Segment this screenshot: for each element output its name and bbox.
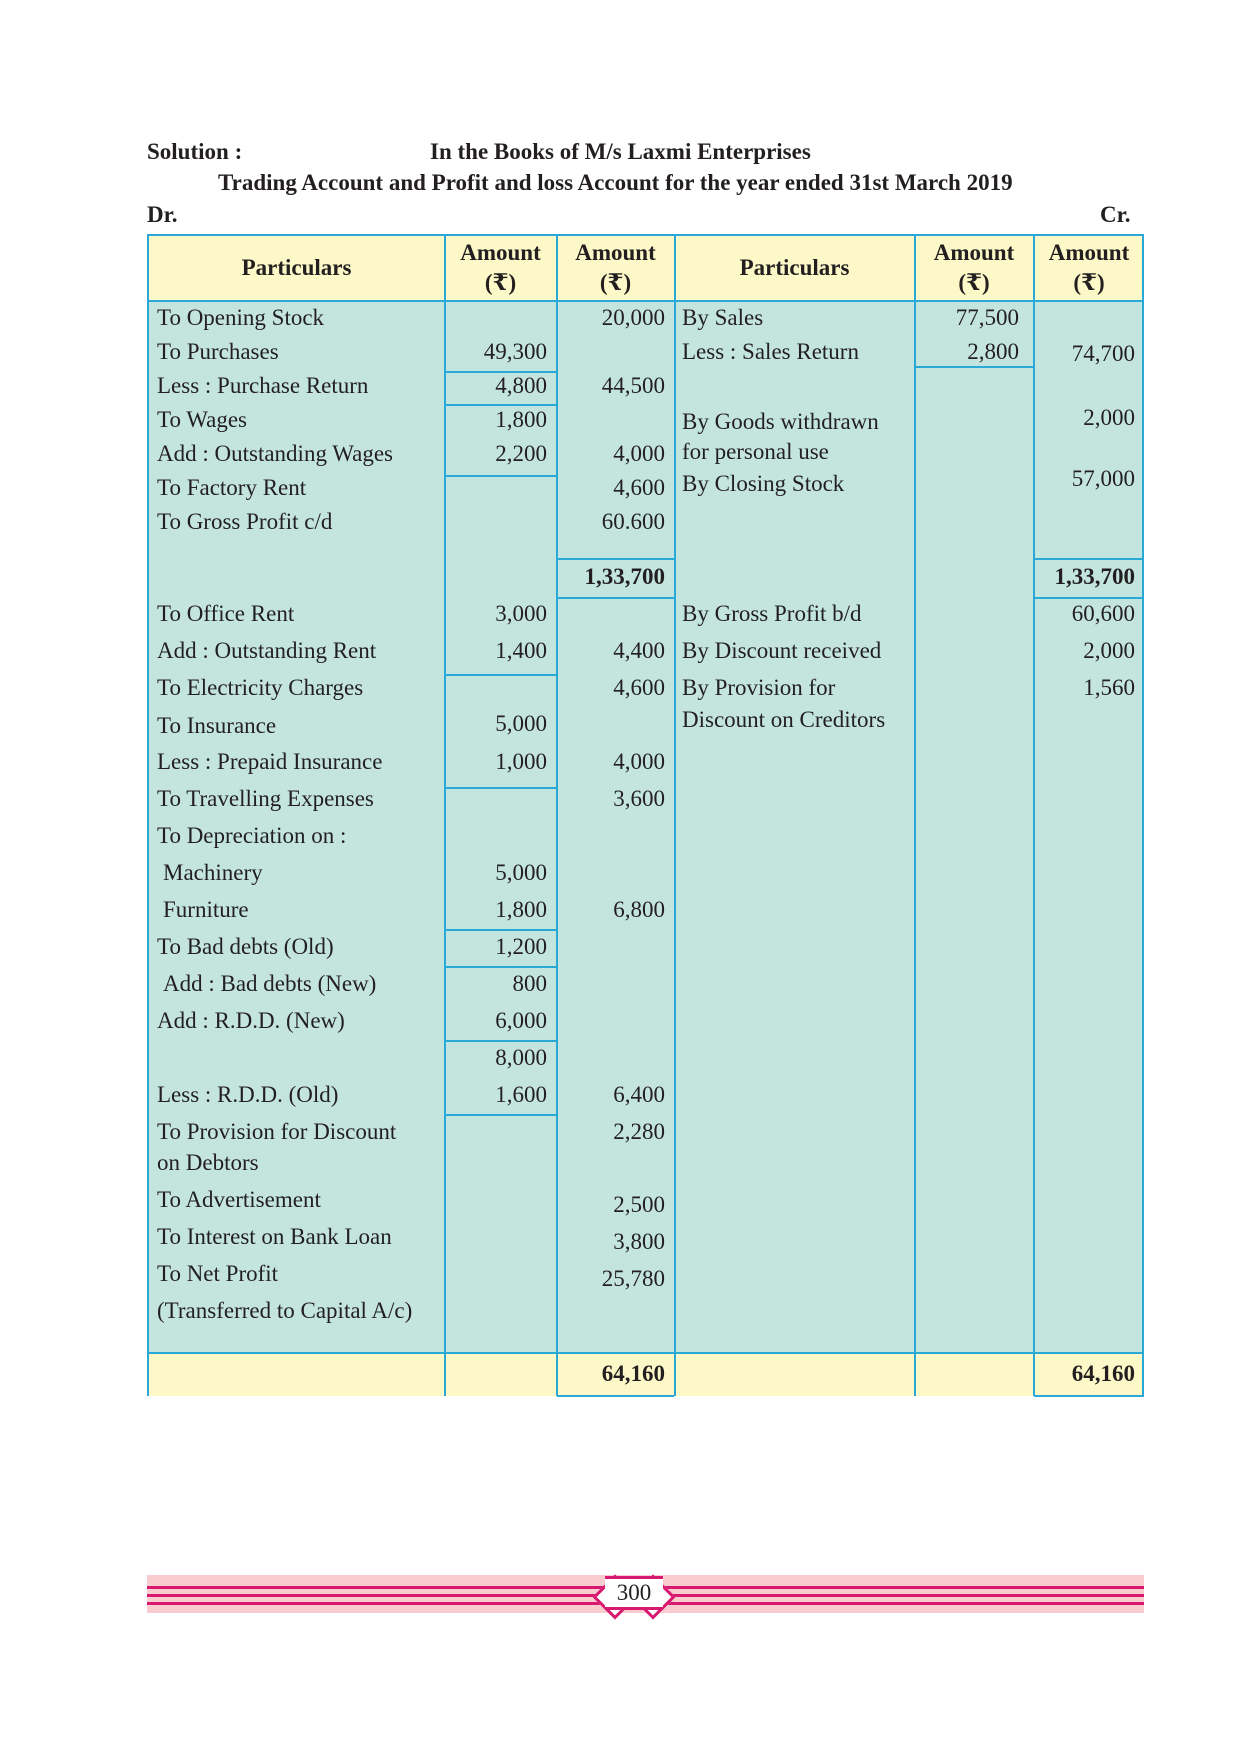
entry-amount: 4,800 bbox=[495, 373, 547, 398]
currency-header: (₹) bbox=[599, 270, 632, 295]
entry-label: By Provision for bbox=[682, 675, 836, 700]
entry-amount: 1,800 bbox=[495, 897, 547, 922]
entry-label: To Opening Stock bbox=[157, 305, 325, 330]
entry-label: To Provision for Discount bbox=[157, 1119, 397, 1144]
entry-label: To Insurance bbox=[157, 713, 277, 738]
entry-amount: 6,000 bbox=[495, 1008, 547, 1033]
amount-header: Amount bbox=[1048, 240, 1130, 265]
entry-amount: 4,000 bbox=[613, 441, 665, 466]
total-underline bbox=[1034, 1395, 1144, 1397]
books-heading: In the Books of M/s Laxmi Enterprises bbox=[430, 139, 811, 164]
entry-amount: 2,800 bbox=[967, 339, 1019, 364]
entry-label: To Factory Rent bbox=[157, 475, 307, 500]
entry-label: Add : Bad debts (New) bbox=[163, 971, 377, 996]
total-rule-bottom bbox=[1034, 597, 1144, 599]
debit-label: Dr. bbox=[147, 202, 178, 227]
total-rule-top bbox=[1034, 558, 1144, 560]
entry-label: Less : Sales Return bbox=[682, 339, 859, 364]
total-rule bbox=[149, 1352, 1144, 1354]
divider bbox=[556, 236, 558, 1396]
trading-profit-loss-account bbox=[147, 234, 1144, 1396]
amount-header: Amount bbox=[933, 240, 1015, 265]
entry-label: for personal use bbox=[682, 439, 829, 464]
entry-amount: 800 bbox=[512, 971, 547, 996]
subtotal-rule bbox=[445, 929, 556, 931]
subtotal-rule bbox=[914, 366, 1033, 368]
entry-amount: 4,000 bbox=[613, 749, 665, 774]
currency-header: (₹) bbox=[958, 270, 990, 295]
entry-amount: 2,280 bbox=[613, 1119, 665, 1144]
subtotal-rule bbox=[445, 1040, 556, 1042]
entry-amount: 3,800 bbox=[613, 1229, 665, 1254]
entry-label: To Interest on Bank Loan bbox=[157, 1224, 392, 1249]
entry-label: By Sales bbox=[682, 305, 764, 330]
subtotal-rule bbox=[445, 966, 556, 968]
header-rule bbox=[149, 300, 1144, 302]
page-number: 300 bbox=[616, 1580, 652, 1605]
entry-amount: 74,700 bbox=[1071, 341, 1135, 366]
entry-amount: 57,000 bbox=[1071, 466, 1135, 491]
credit-label: Cr. bbox=[1100, 202, 1131, 227]
amount-header: Amount bbox=[575, 240, 656, 265]
entry-label: (Transferred to Capital A/c) bbox=[157, 1298, 413, 1323]
entry-label: To Advertisement bbox=[157, 1187, 321, 1212]
entry-label: Less : Prepaid Insurance bbox=[157, 749, 383, 774]
particulars-header-cr: Particulars bbox=[739, 255, 850, 280]
entry-label: To Net Profit bbox=[157, 1261, 279, 1286]
entry-label: Add : Outstanding Rent bbox=[157, 638, 377, 663]
trading-total-cr: 1,33,700 bbox=[1054, 564, 1135, 589]
entry-amount: 1,800 bbox=[495, 407, 547, 432]
particulars-header-dr: Particulars bbox=[241, 255, 352, 280]
entry-label: To Electricity Charges bbox=[157, 675, 364, 700]
subtotal-rule bbox=[445, 674, 556, 676]
entry-amount: 44,500 bbox=[601, 373, 665, 398]
entry-label: To Wages bbox=[157, 407, 248, 432]
entry-amount: 4,600 bbox=[613, 675, 665, 700]
page-footer bbox=[147, 1575, 1144, 1613]
entry-amount: 5,000 bbox=[495, 860, 547, 885]
entry-label: Add : R.D.D. (New) bbox=[157, 1008, 345, 1033]
amount-header: Amount bbox=[460, 240, 541, 265]
entry-amount: 6,400 bbox=[613, 1082, 665, 1107]
entry-label: By Goods withdrawn bbox=[682, 409, 879, 434]
entry-label: To Bad debts (Old) bbox=[157, 934, 334, 959]
total-underline bbox=[557, 1395, 674, 1397]
pl-total-dr: 64,160 bbox=[601, 1361, 665, 1386]
entry-amount: 2,000 bbox=[1083, 638, 1135, 663]
solution-label: Solution : bbox=[147, 139, 243, 164]
entry-amount: 49,300 bbox=[483, 339, 547, 364]
entry-label: Less : Purchase Return bbox=[157, 373, 369, 398]
subtotal-rule bbox=[445, 1114, 556, 1116]
entry-label: Discount on Creditors bbox=[682, 707, 886, 732]
entry-amount: 20,000 bbox=[601, 305, 665, 330]
entry-label: By Closing Stock bbox=[682, 471, 845, 496]
entry-label: To Purchases bbox=[157, 339, 279, 364]
entry-amount: 77,500 bbox=[955, 305, 1019, 330]
entry-amount: 1,200 bbox=[495, 934, 547, 959]
entry-label: To Office Rent bbox=[157, 601, 295, 626]
currency-header: (₹) bbox=[484, 270, 517, 295]
entry-amount: 8,000 bbox=[495, 1045, 547, 1070]
subtotal-rule bbox=[445, 787, 556, 789]
account-title: Trading Account and Profit and loss Account for the year ended 31st March 2019 bbox=[218, 170, 1013, 195]
entry-label: To Travelling Expenses bbox=[157, 786, 374, 811]
trading-total-dr: 1,33,700 bbox=[584, 564, 665, 589]
entry-amount: 2,200 bbox=[495, 441, 547, 466]
entry-label: Machinery bbox=[163, 860, 263, 885]
entry-label: To Depreciation on : bbox=[157, 823, 347, 848]
entry-label: Less : R.D.D. (Old) bbox=[157, 1082, 339, 1107]
entry-amount: 2,500 bbox=[613, 1192, 665, 1217]
divider bbox=[674, 236, 676, 1396]
total-rule-top bbox=[557, 558, 674, 560]
entry-label: To Gross Profit c/d bbox=[157, 509, 333, 534]
entry-label: Add : Outstanding Wages bbox=[157, 441, 394, 466]
entry-amount: 1,560 bbox=[1083, 675, 1135, 700]
entry-label: By Gross Profit b/d bbox=[682, 601, 862, 626]
entry-amount: 60.600 bbox=[601, 509, 665, 534]
currency-header: (₹) bbox=[1073, 270, 1105, 295]
entry-amount: 2,000 bbox=[1083, 405, 1135, 430]
entry-amount: 1,400 bbox=[495, 638, 547, 663]
entry-amount: 3,000 bbox=[495, 601, 547, 626]
pl-total-cr: 64,160 bbox=[1071, 1361, 1135, 1386]
total-rule-bottom bbox=[557, 597, 674, 599]
entry-amount: 3,600 bbox=[613, 786, 665, 811]
divider bbox=[914, 236, 916, 1396]
entry-amount: 1,600 bbox=[495, 1082, 547, 1107]
entry-label: Furniture bbox=[163, 897, 249, 922]
entry-amount: 4,400 bbox=[613, 638, 665, 663]
entry-label: on Debtors bbox=[157, 1150, 259, 1175]
entry-amount: 60,600 bbox=[1071, 601, 1135, 626]
entry-amount: 1,000 bbox=[495, 749, 547, 774]
entry-amount: 5,000 bbox=[495, 711, 547, 736]
entry-amount: 25,780 bbox=[601, 1266, 665, 1291]
subtotal-rule bbox=[445, 475, 556, 477]
entry-amount: 6,800 bbox=[613, 897, 665, 922]
entry-amount: 4,600 bbox=[613, 475, 665, 500]
entry-label: By Discount received bbox=[682, 638, 882, 663]
